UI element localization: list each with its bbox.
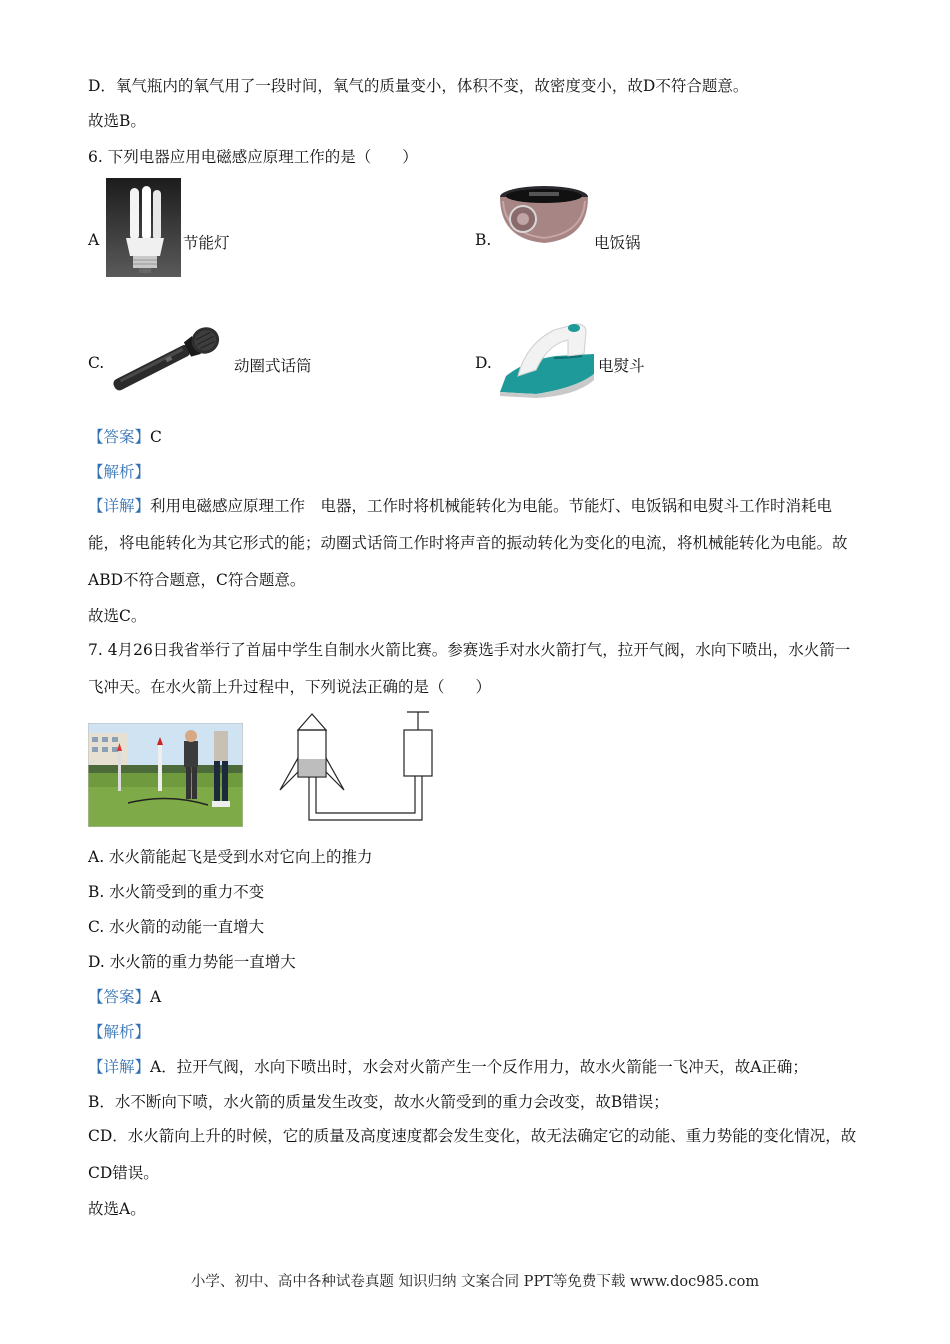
page-footer: 小学、初中、高中各种试卷真题 知识归纳 文案合同 PPT等免费下载 www.doc985.com bbox=[190, 1274, 760, 1290]
water-rocket-photo bbox=[88, 723, 243, 827]
option-a: A. 水火箭能起飞是受到水对它向上的推力 bbox=[88, 848, 373, 866]
microphone-image bbox=[106, 322, 228, 398]
answer-line bbox=[88, 986, 161, 1008]
option-b: B. 水火箭受到的重力不变 bbox=[88, 883, 265, 901]
option-b-letter: B. bbox=[475, 231, 492, 249]
option-d-letter: D. bbox=[475, 354, 492, 372]
cfl-lamp-image bbox=[106, 178, 181, 277]
option-d: D. 水火箭的重力势能一直增大 bbox=[88, 953, 296, 971]
analysis-tag: 【解析】 bbox=[88, 463, 151, 481]
water-rocket-schematic bbox=[276, 708, 438, 828]
option-c-letter: C. bbox=[88, 354, 105, 372]
detail-line-cd: CD．水火箭向上升的时候，它的质量及高度速度都会发生变化，故无法确定它的动能、重力势能的变化情况，故CD错误。 bbox=[88, 1127, 857, 1182]
answer-value: A bbox=[150, 988, 162, 1006]
question-7: 7. 4月26日我省举行了首届中学生自制水火箭比赛。参赛选手对水火箭打气，拉开气阀，水向下喷出，水火箭一飞冲天。在水火箭上升过程中，下列说法正确的是（ ） bbox=[88, 641, 851, 696]
option-a-label: 节能灯 bbox=[183, 234, 230, 252]
detail-line-b: B．水不断向下喷，水火箭的质量发生改变，故水火箭受到的重力会改变，故B错误； bbox=[88, 1093, 669, 1111]
text-line: 故选B。 bbox=[88, 112, 146, 130]
option-d-label: 电熨斗 bbox=[598, 357, 645, 375]
option-a-letter: A bbox=[88, 231, 100, 249]
detail-text: A．拉开气阀，水向下喷出时，水会对火箭产生一个反作用力，故水火箭能一飞冲天，故A正确； bbox=[150, 1058, 808, 1076]
rice-cooker-image bbox=[495, 183, 592, 248]
answer-tag: 【答案】 bbox=[88, 988, 151, 1006]
detail-tag: 【详解】 bbox=[88, 497, 151, 515]
answer-value: C bbox=[150, 428, 162, 446]
text-line: 故选A。 bbox=[88, 1200, 146, 1218]
question-6: 6. 下列电器应用电磁感应原理工作的是（ ） bbox=[88, 148, 418, 166]
detail-line-a bbox=[88, 1056, 808, 1078]
detail-text: 利用电磁感应原理工作 电器，工作时将机械能转化为电能。节能灯、电饭锅和电熨斗工作时消耗电能，将电能转化为其它形式的能；动圈式话筒工作时将声音的振动转化为变化的电流，将机械能转化为电能。故ABD不符合题意，C符合题意。 bbox=[88, 497, 848, 589]
text-line: D．氧气瓶内的氧气用了一段时间，氧气的质量变小，体积不变，故密度变小，故D不符合题意。 bbox=[88, 77, 749, 95]
option-c-label: 动圈式话筒 bbox=[234, 357, 312, 375]
option-c: C. 水火箭的动能一直增大 bbox=[88, 918, 265, 936]
text-line: 故选C。 bbox=[88, 607, 147, 625]
option-b-label: 电饭锅 bbox=[594, 234, 641, 252]
analysis-tag: 【解析】 bbox=[88, 1023, 151, 1041]
detail-paragraph bbox=[88, 488, 863, 599]
detail-tag: 【详解】 bbox=[88, 1058, 151, 1076]
answer-line bbox=[88, 426, 162, 448]
answer-tag: 【答案】 bbox=[88, 428, 151, 446]
electric-iron-image bbox=[496, 318, 596, 400]
